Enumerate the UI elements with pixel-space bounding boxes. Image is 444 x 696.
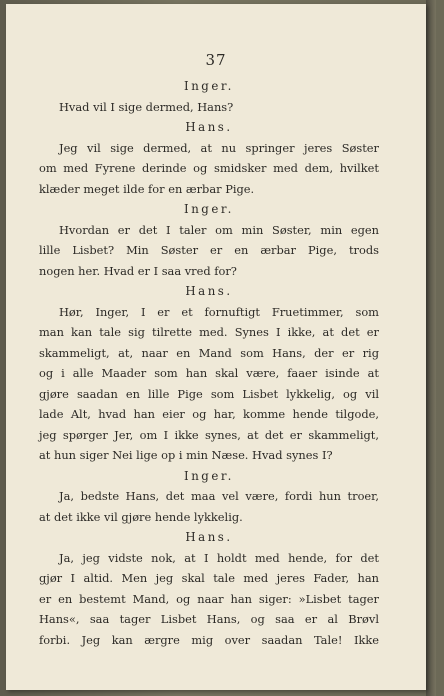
text-line: Hør, Inger, I er et fornuftigt Fruetimmer, som <box>59 304 379 319</box>
text-line: jeg spørger Jer, om I ikke synes, at det er skammeligt, <box>39 427 379 442</box>
text-line: lade Alt, hvad han eier og har, komme hende tilgode, <box>39 407 379 421</box>
speaker-name: Inger. <box>184 202 234 216</box>
page-number: 37 <box>205 51 227 69</box>
text-line: skammeligt, at, naar en Mand som Hans, der er rig <box>39 345 379 360</box>
speaker-name: Hans. <box>185 284 233 298</box>
text-line: er en bestemt Mand, og naar han siger: »Lisbet tager <box>39 591 379 606</box>
text-line: Ja, jeg vidste nok, at I holdt med hende, for det <box>59 550 379 565</box>
text-line: at det ikke vil gjøre hende lykkelig. <box>39 509 243 524</box>
dialogue-text <box>39 76 379 650</box>
text-line: gjøre saadan en lille Pige som Lisbet lykkelig, og vil <box>39 386 379 401</box>
text-line: klæder meget ilde for en ærbar Pige. <box>39 181 255 196</box>
text-line: Ja, bedste Hans, det maa vel være, fordi hun troer, <box>59 489 379 503</box>
text-line: forbi. Jeg kan ærgre mig over saadan Tale! Ikke <box>39 632 379 647</box>
speaker-name: Hans. <box>185 530 233 544</box>
text-line: Hans«, saa tager Lisbet Hans, og saa er al Brøvl <box>39 612 379 626</box>
text-line: gjør I altid. Men jeg skal tale med jeres Fader, han <box>39 571 379 585</box>
text-line: man kan tale sig tilrette med. Synes I ikke, at det er <box>39 325 379 339</box>
text-line: Hvad vil I sige dermed, Hans? <box>59 99 234 114</box>
text-line: lille Lisbet? Min Søster er en ærbar Pige, trods <box>39 243 379 257</box>
book-page <box>6 4 426 690</box>
text-line: at hun siger Nei lige op i min Næse. Hvad synes I? <box>39 448 333 462</box>
speaker-name: Inger. <box>184 79 234 93</box>
speaker-name: Hans. <box>185 120 233 134</box>
text-line: Jeg vil sige dermed, at nu springer jeres Søster <box>59 140 379 155</box>
text-line: Hvordan er det I taler om min Søster, min egen <box>59 222 379 237</box>
book-edge <box>426 0 436 696</box>
text-line: nogen her. Hvad er I saa vred for? <box>39 263 237 278</box>
speaker-name: Inger. <box>184 468 234 483</box>
text-line: om med Fyrene derinde og smidsker med dem, hvilket <box>39 161 379 175</box>
text-line: og i alle Maader som han skal være, faaer isinde at <box>39 366 379 380</box>
